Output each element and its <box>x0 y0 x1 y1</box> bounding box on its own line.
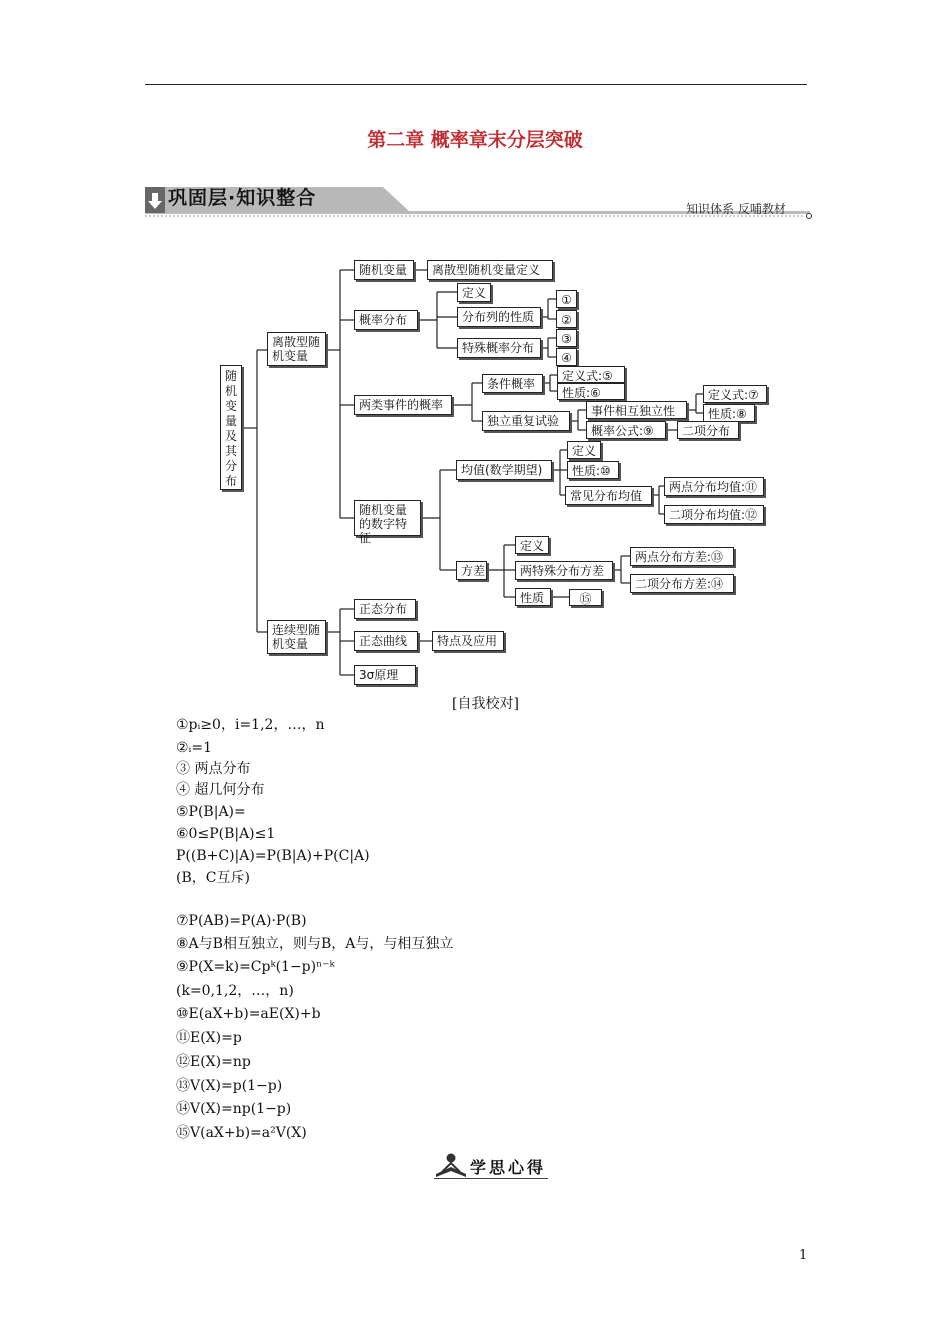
node-rv-definition: 离散型随机变量定义 <box>427 260 553 280</box>
node-cond-prop: 性质:⑥ <box>557 383 625 400</box>
node-mean-prop: 性质:⑩ <box>567 461 619 479</box>
answer-line: (B，C互斥) <box>176 870 250 886</box>
node-two-point-var: 两点分布方差:⑬ <box>630 547 734 566</box>
node-var-prop: 性质 <box>515 588 551 606</box>
node-special-dist: 特殊概率分布 <box>457 338 541 358</box>
node-blank-4: ④ <box>556 348 577 366</box>
node-variance: 方差 <box>456 561 487 580</box>
node-dist-definition: 定义 <box>457 283 491 302</box>
node-two-events: 两类事件的概率 <box>354 395 452 415</box>
answer-line: ⑩E(aX+b)=aE(X)+b <box>176 1006 321 1022</box>
answer-line: (k=0,1,2，…，n) <box>176 983 294 999</box>
node-cond-def: 定义式:⑤ <box>557 366 625 383</box>
answer-line: ⑭V(X)=np(1−p) <box>176 1101 292 1117</box>
node-prob-formula: 概率公式:⑨ <box>586 421 666 439</box>
answer-line: P((B+C)|A)=P(B|A)+P(C|A) <box>176 848 370 864</box>
node-independent-trials: 独立重复试验 <box>482 411 570 431</box>
node-discrete: 离散型随机变量 <box>267 332 326 366</box>
node-mutual-independence: 事件相互独立性 <box>586 401 687 419</box>
mindmap-root: 随机变量及其分布 <box>220 365 242 490</box>
answer-line: ④ 超几何分布 <box>176 782 265 798</box>
node-three-sigma: 3σ原理 <box>354 665 416 685</box>
node-mean-def: 定义 <box>567 441 601 459</box>
banner-subtitle: 知识体系 反哺教材 <box>686 202 786 216</box>
node-normal-dist: 正态分布 <box>354 599 416 619</box>
answer-line: ⑥0≤P(B|A)≤1 <box>176 826 276 842</box>
node-binomial: 二项分布 <box>677 421 739 439</box>
node-blank-3: ③ <box>556 329 577 347</box>
node-binomial-var: 二项分布方差:⑭ <box>630 574 734 593</box>
node-blank-2: ② <box>556 310 577 328</box>
study-notes-underline <box>434 1178 548 1179</box>
node-distribution: 概率分布 <box>354 310 418 330</box>
answer-line: ⑪E(X)=p <box>176 1030 242 1046</box>
node-mutual-def: 定义式:⑦ <box>703 385 767 403</box>
self-check-heading: [自我校对] <box>452 696 519 712</box>
answer-line: ①pᵢ≥0，i=1,2，…，n <box>176 717 325 733</box>
node-mean: 均值(数学期望) <box>456 460 552 480</box>
answer-line: ⑦P(AB)=P(A)·P(B) <box>176 913 307 929</box>
node-common-mean: 常见分布均值 <box>565 486 652 505</box>
node-mutual-prop: 性质:⑧ <box>703 404 755 422</box>
banner-title: 巩固层·知识整合 <box>168 187 317 209</box>
study-notes-label: 学思心得 <box>470 1158 547 1177</box>
node-two-special-var: 两特殊分布方差 <box>515 561 613 580</box>
reading-person-icon <box>434 1152 468 1178</box>
node-continuous: 连续型随机变量 <box>267 620 326 654</box>
answer-line: ③ 两点分布 <box>176 761 251 777</box>
node-two-point-mean: 两点分布均值:⑪ <box>664 477 764 496</box>
page-number: 1 <box>799 1248 808 1263</box>
page-title: 第二章 概率章末分层突破 <box>367 129 583 151</box>
answer-line: ⑫E(X)=np <box>176 1054 251 1070</box>
answer-line: ⑨P(X=k)=Cpᵏ(1−p)ⁿ⁻ᵏ <box>176 959 335 975</box>
node-dist-properties: 分布列的性质 <box>457 307 541 327</box>
answer-line: ⑮V(aX+b)=a²V(X) <box>176 1125 307 1141</box>
answer-line: ⑧A与B相互独立，则与B，A与，与相互独立 <box>176 936 454 952</box>
node-numeric-features: 随机变量的数字特征 <box>354 500 421 536</box>
node-blank-1: ① <box>556 290 577 308</box>
node-conditional: 条件概率 <box>482 374 543 393</box>
node-blank-15: ⑮ <box>569 589 602 606</box>
answer-line: ⑤P(B|A)= <box>176 804 246 820</box>
node-binomial-mean: 二项分布均值:⑫ <box>664 505 764 524</box>
node-normal-curve: 正态曲线 <box>354 631 418 651</box>
answer-line: ②ᵢ=1 <box>176 740 213 756</box>
node-var-def: 定义 <box>515 536 549 554</box>
answer-line: ⑬V(X)=p(1−p) <box>176 1078 283 1094</box>
node-random-variable: 随机变量 <box>354 260 414 280</box>
node-features: 特点及应用 <box>432 631 504 651</box>
